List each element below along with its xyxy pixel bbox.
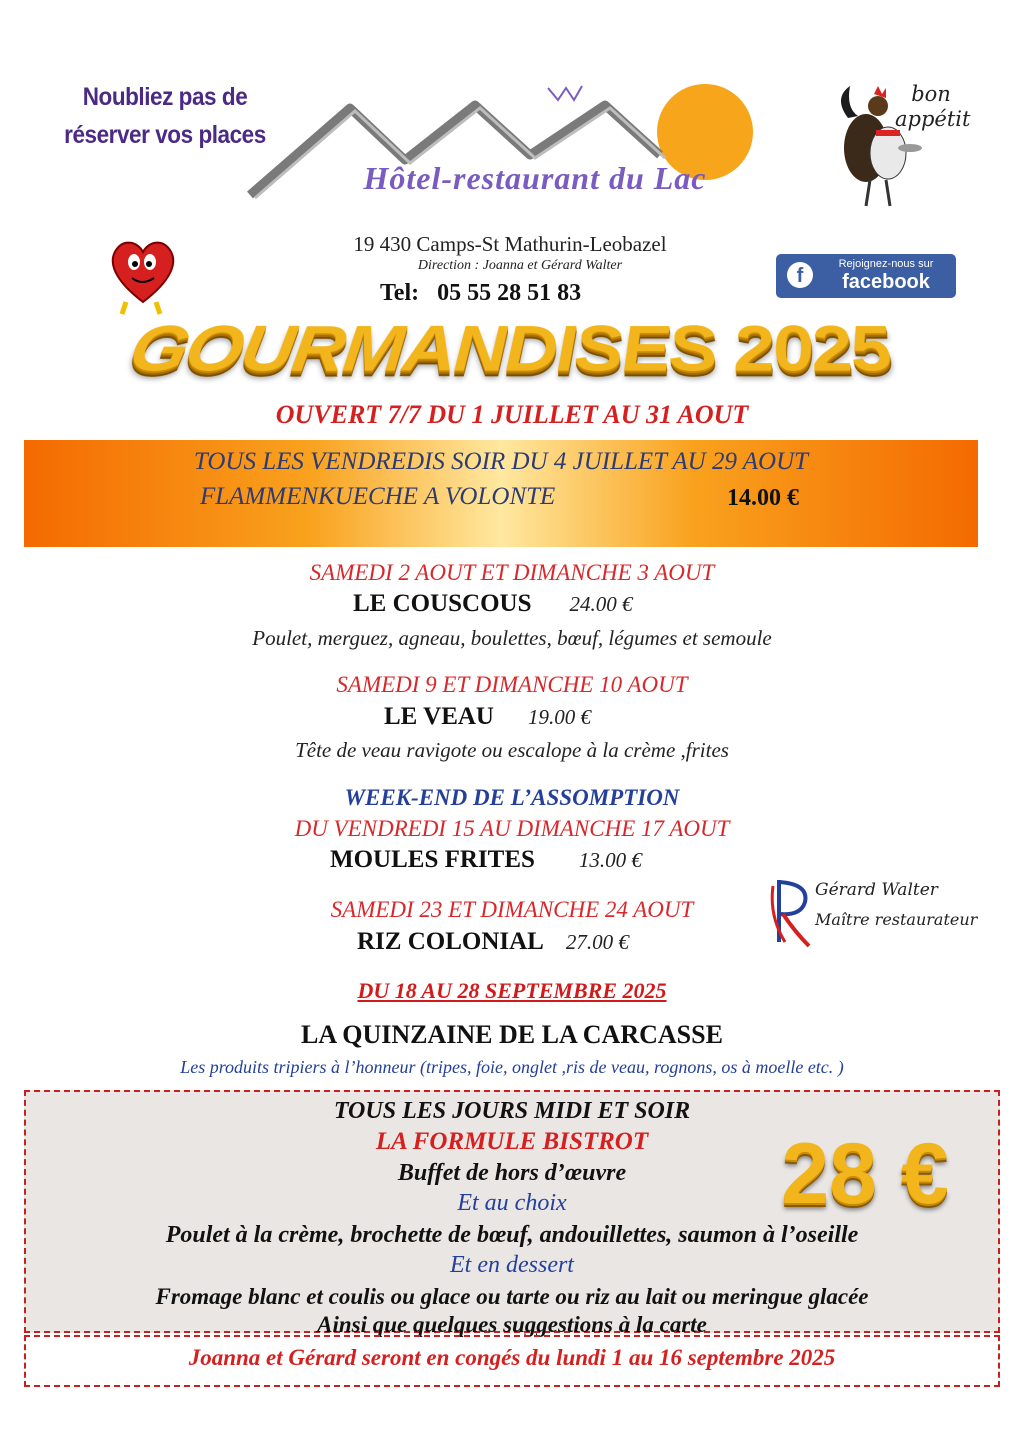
- heart-mascot-icon: [104, 222, 182, 317]
- bistrot-line-8: Ainsi que quelques suggestions à la carte: [317, 1312, 707, 1337]
- event-description: Poulet, merguez, agneau, boulettes, bœuf, légumes et semoule: [252, 626, 772, 650]
- bistrot-line-7: Fromage blanc et coulis ou glace ou tarte ou riz au lait ou meringue glacée: [155, 1284, 869, 1309]
- dish-name: LE VEAU: [384, 703, 494, 730]
- address: 19 430 Camps-St Mathurin-Leobazel: [353, 232, 667, 256]
- tel-label: Tel:: [380, 280, 420, 306]
- conges-notice: Joanna et Gérard seront en congés du lundi 1 au 16 septembre 2025: [188, 1345, 836, 1370]
- facebook-label: facebook: [842, 271, 930, 293]
- banner-line-1: TOUS LES VENDREDIS SOIR DU 4 JUILLET AU 29 AOUT: [193, 448, 809, 475]
- event-dish: [384, 703, 591, 731]
- event-dish: [357, 928, 629, 956]
- headline: GOURMANDISES 2025: [122, 312, 898, 386]
- maitre-restaurateur-logo: [765, 876, 815, 952]
- dish-price: 13.00 €: [578, 848, 642, 872]
- september-dates-text: DU 18 AU 28 SEPTEMBRE 2025: [357, 978, 667, 1003]
- event-dish: [353, 590, 633, 618]
- bon-appetit-text: [895, 82, 971, 132]
- event-date: SAMEDI 9 ET DIMANCHE 10 AOUT: [336, 672, 688, 697]
- bon-text: bon: [911, 82, 951, 106]
- event-date: SAMEDI 23 ET DIMANCHE 24 AOUT: [330, 897, 694, 922]
- dish-price: 19.00 €: [528, 705, 591, 729]
- quinzaine-title: LA QUINZAINE DE LA CARCASSE: [301, 1020, 723, 1049]
- bistrot-line-1: TOUS LES JOURS MIDI ET SOIR: [333, 1098, 691, 1124]
- direction: Direction : Joanna et Gérard Walter: [417, 258, 623, 273]
- facebook-icon: f: [787, 262, 813, 288]
- event-dish: [330, 846, 642, 874]
- facebook-button[interactable]: [776, 254, 956, 298]
- bistrot-line-3: Buffet de hors d’œuvre: [397, 1160, 627, 1186]
- event-description: Tête de veau ravigote ou escalope à la crème ,frites: [295, 738, 729, 762]
- bistrot-choice-label: Et au choix: [457, 1190, 567, 1216]
- dish-price: 27.00 €: [565, 930, 629, 954]
- bistrot-line-5: Poulet à la crème, brochette de bœuf, andouillettes, saumon à l’oseille: [165, 1222, 859, 1248]
- reminder-line-1: Noubliez pas de: [82, 83, 248, 111]
- dish-price: 24.00 €: [569, 592, 633, 616]
- banner-price: 14.00 €: [727, 485, 799, 511]
- hotel-name: Hôtel-restaurant du Lac: [363, 160, 707, 196]
- dish-name: RIZ COLONIAL: [357, 928, 544, 955]
- maitre-title: Maître restaurateur: [815, 910, 978, 929]
- bistrot-formula-title: LA FORMULE BISTROT: [375, 1128, 649, 1155]
- september-dates: [0, 978, 1024, 1004]
- dish-name: LE COUSCOUS: [353, 590, 532, 617]
- reminder-line-2: réserver vos places: [64, 121, 266, 149]
- facebook-join-text: Rejoignez-nous sur: [838, 258, 934, 270]
- appetit-text: appétit: [895, 107, 971, 131]
- dish-name: MOULES FRITES: [330, 846, 535, 873]
- opening-dates: OUVERT 7/7 DU 1 JUILLET AU 31 AOUT: [275, 400, 749, 429]
- maitre-name: Gérard Walter: [815, 880, 938, 900]
- bistrot-dessert-label: Et en dessert: [450, 1252, 574, 1278]
- event-date: DU VENDREDI 15 AU DIMANCHE 17 AOUT: [294, 816, 730, 841]
- quinzaine-description: Les produits tripiers à l’honneur (tripes, foie, onglet ,ris de veau, rognons, os à moelle etc. ): [180, 1057, 844, 1077]
- tel-number: 05 55 28 51 83: [437, 280, 582, 306]
- bistrot-price: 28 €: [781, 1126, 949, 1222]
- telephone: [380, 280, 650, 307]
- event-title: WEEK-END DE L’ASSOMPTION: [344, 785, 680, 810]
- event-date: SAMEDI 2 AOUT ET DIMANCHE 3 AOUT: [309, 560, 715, 585]
- banner-line-2: FLAMMENKUECHE A VOLONTE: [200, 483, 556, 510]
